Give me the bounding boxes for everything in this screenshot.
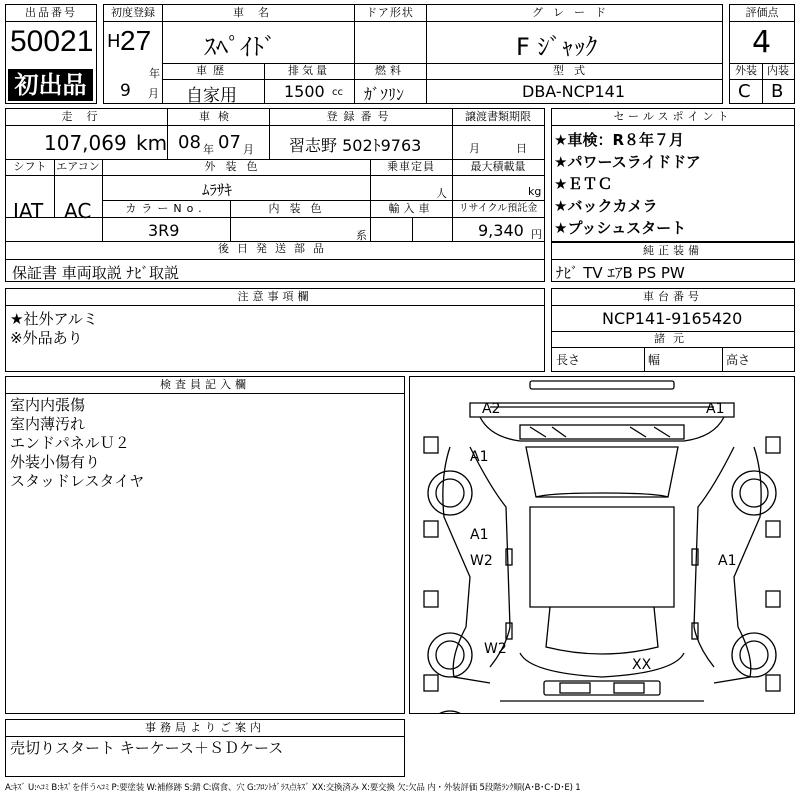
model-code: DBA-NCP141 [522, 82, 625, 101]
damage-mark: W2 [484, 641, 507, 657]
history: 自家用 [186, 86, 237, 106]
equipment-label: 純正装備 [552, 243, 794, 260]
era: H [107, 31, 121, 52]
car-diagram-box [409, 376, 795, 714]
damage-legend: A:ｷｽﾞ U:ﾍｺﾐ B:ｷｽﾞを伴うﾍｺﾐ P:要塗装 W:補修跡 S:錆 C:腐食、穴 G:ﾌﾛﾝﾄｶﾞﾗｽ点ｷｽﾞ XX:交換済み X:要交換 欠:欠品 内・外装評価 5段階ﾗﾝｸ順(A･B･C･D･E) 1 [5, 783, 581, 793]
damage-mark: XX [632, 657, 652, 673]
inspector-note: 室内薄汚れ [10, 415, 86, 433]
month-unit: 月 [148, 87, 159, 100]
sales-point-item: ★パワースライドドア [554, 153, 701, 171]
top-info-table [103, 4, 723, 104]
score: 4 [752, 25, 772, 60]
damage-mark: A2 [482, 401, 501, 417]
width-label: 幅 [648, 353, 661, 367]
interior-grade: B [771, 81, 784, 102]
later-docs: 保証書 車両取説 ﾅﾋﾞ取説 [12, 264, 180, 282]
caution-item: ※外品あり [10, 329, 83, 347]
damage-mark: W2 [470, 553, 493, 569]
score-box [729, 4, 795, 104]
ext-color-label: 外装色 [204, 160, 268, 173]
inspection-year: 08 [178, 132, 201, 153]
displacement-unit: cc [332, 87, 343, 98]
shift-label: シフト [13, 160, 47, 173]
lot-number: 50021 [10, 25, 94, 58]
int-color-unit: 系 [356, 229, 367, 242]
mileage-label: 走行 [61, 110, 112, 123]
grade-label: グレード [532, 6, 616, 19]
transfer-month-unit: 月 [469, 142, 480, 155]
first-reg-year: 27 [120, 25, 152, 56]
caution-item: ★社外アルミ [10, 310, 98, 328]
fuel: ｶﾞｿﾘﾝ [364, 85, 405, 104]
shift: IAT [13, 199, 44, 223]
office-label: 事務局よりご案内 [6, 720, 404, 737]
lot-label: 出品番号 [6, 5, 96, 22]
mileage: 107,069 [44, 131, 127, 155]
max-load-unit: kg [528, 185, 542, 198]
inspector-note: エンドパネルＵ２ [10, 434, 130, 452]
height-label: 高さ [726, 353, 751, 367]
office-box [5, 719, 405, 777]
inspection-month: 07 [218, 132, 241, 153]
sales-points-box [551, 108, 795, 242]
inspector-note: スタッドレスタイヤ [10, 472, 145, 490]
reg-number: 習志野 502ﾄ9763 [289, 136, 422, 155]
inspection-month-unit: 月 [243, 143, 254, 156]
interior-label: 内装 [767, 64, 789, 77]
grade: F ｼﾞｬｯｸ [516, 33, 598, 61]
inspection-label: 車検 [199, 110, 237, 123]
displacement-label: 排気量 [288, 64, 330, 77]
ac-label: エアコン [56, 160, 100, 173]
inspector-label: 検査員記入欄 [6, 377, 404, 394]
sales-point-item: ★プッシュスタート [554, 219, 687, 237]
equipment-box [551, 242, 795, 282]
first-reg-month: 9 [120, 81, 131, 101]
damage-mark: A1 [706, 401, 725, 417]
first-listing-badge: 初出品 [8, 69, 93, 101]
ext-color: ﾑﾗｻｷ [202, 181, 233, 199]
exterior-label: 外装 [735, 64, 757, 77]
sales-point-item: ★ＥＴＣ [554, 175, 613, 193]
sales-points-label: セールスポイント [552, 109, 794, 126]
inspector-note: 室内内張傷 [10, 396, 86, 414]
car-name-label: 車名 [233, 6, 283, 19]
later-docs-label: 後日発送部品 [218, 242, 332, 255]
sales-point-item: ★バックカメラ [554, 197, 658, 215]
score-label: 評価点 [730, 5, 794, 22]
door-label: ドア形状 [366, 6, 414, 19]
caution-label: 注意事項欄 [6, 289, 544, 306]
model-code-label: 型式 [553, 64, 595, 77]
specs-label: 諸元 [654, 332, 692, 345]
car-damage-diagram [410, 377, 794, 713]
inspection-year-unit: 年 [203, 143, 214, 156]
transfer-label: 譲渡書類期限 [465, 110, 531, 123]
chassis-number: NCP141-9165420 [602, 309, 743, 328]
capacity-label: 乗車定員 [387, 160, 435, 173]
lot-box [5, 4, 97, 104]
color-no: 3R9 [148, 221, 180, 240]
length-label: 長さ [556, 353, 581, 367]
color-no-label: カラーNo. [125, 202, 207, 215]
equipment-value: ﾅﾋﾞ TV ｴｱB PS PW [556, 264, 685, 282]
max-load-label: 最大積載量 [470, 160, 526, 173]
caution-box [5, 288, 545, 372]
damage-mark: A1 [470, 449, 489, 465]
import-label: 輸入車 [388, 202, 434, 215]
displacement: 1500 [284, 82, 325, 101]
inspector-note: 外装小傷有り [10, 453, 101, 471]
recycle-unit: 円 [531, 228, 542, 241]
ac: AC [64, 199, 92, 223]
recycle-label: リサイクル預託金 [458, 203, 538, 214]
reg-number-label: 登録番号 [326, 110, 395, 123]
transfer-day-unit: 日 [516, 142, 527, 155]
mileage-unit: km [136, 131, 168, 155]
history-label: 車歴 [196, 64, 230, 77]
exterior-grade: C [738, 81, 751, 102]
year-unit: 年 [149, 67, 160, 80]
first-reg-label: 初度登録 [111, 6, 155, 19]
office-value: 売切りスタート キーケース＋ＳＤケース [10, 739, 284, 757]
capacity-unit: 人 [436, 187, 447, 200]
recycle-fee: 9,340 [478, 221, 524, 240]
inspector-box [5, 376, 405, 714]
damage-mark: A1 [718, 553, 737, 569]
sales-point-item: ★車検：R８年７月 [554, 131, 684, 149]
chassis-box [551, 288, 795, 372]
int-color-label: 内装色 [268, 202, 332, 215]
fuel-label: 燃料 [375, 64, 405, 77]
chassis-label: 車台番号 [552, 289, 794, 306]
vehicle-detail-table [5, 108, 545, 282]
damage-mark: A1 [470, 527, 489, 543]
car-name: ｽﾍﾟｲﾄﾞ [204, 33, 276, 61]
